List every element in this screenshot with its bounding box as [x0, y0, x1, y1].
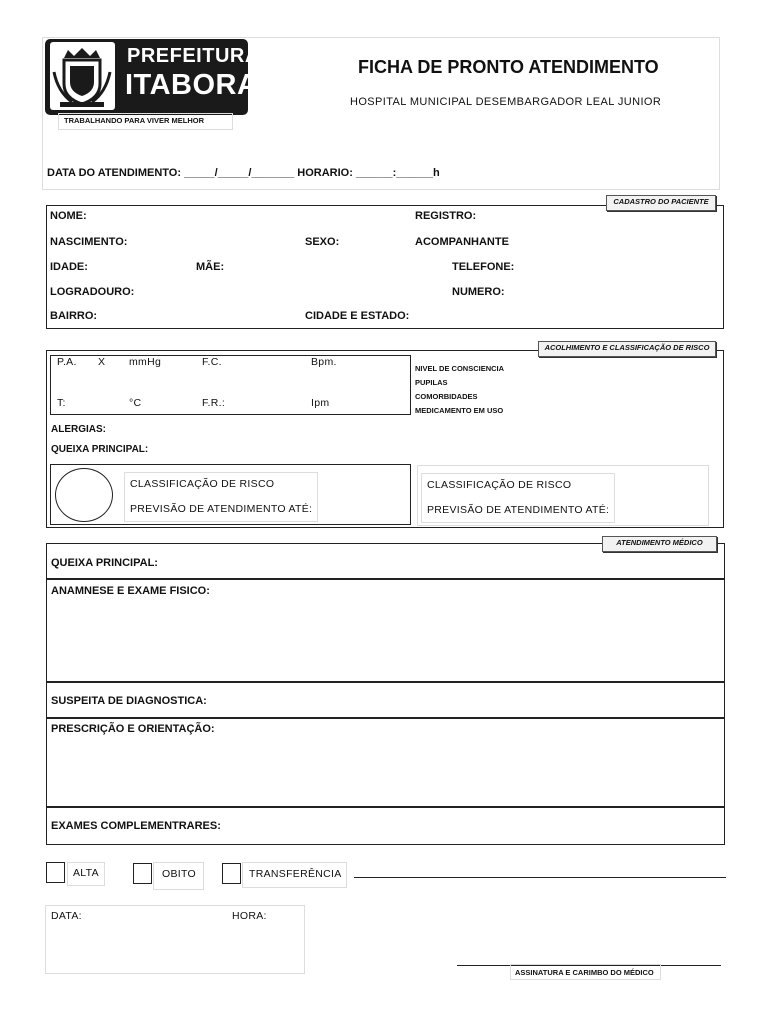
discharge-label: ALTA	[73, 867, 99, 879]
birth-field[interactable]: NASCIMENTO:	[50, 236, 128, 248]
medication-field[interactable]: MEDICAMENTO EM USO	[415, 406, 504, 415]
allergies-field[interactable]: ALERGIAS:	[51, 424, 106, 435]
city-state-field[interactable]: CIDADE E ESTADO:	[305, 310, 410, 322]
pupils-field[interactable]: PUPILAS	[415, 378, 448, 387]
triage-tag: ACOLHIMENTO E CLASSIFICAÇÃO DE RISCO	[538, 341, 716, 357]
exams-field[interactable]: EXAMES COMPLEMENTRARES:	[51, 820, 221, 832]
forecast-label-left: PREVISÃO DE ATENDIMENTO ATÉ:	[130, 503, 313, 515]
coat-of-arms-icon	[50, 42, 115, 110]
triage-complaint-field[interactable]: QUEIXA PRINCIPAL:	[51, 444, 149, 455]
divider	[46, 681, 725, 683]
date-field[interactable]: DATA:	[51, 910, 82, 922]
celsius-unit: °C	[129, 397, 142, 409]
transfer-label: TRANSFERÊNCIA	[249, 868, 342, 880]
hospital-name: HOSPITAL MUNICIPAL DESEMBARGADOR LEAL JUNIOR	[350, 96, 662, 108]
anamnesis-field[interactable]: ANAMNESE E EXAME FISICO:	[51, 585, 210, 597]
rr-label: F.R.:	[202, 397, 226, 409]
street-field[interactable]: LOGRADOURO:	[50, 286, 135, 298]
consciousness-field[interactable]: NIVEL DE CONSCIENCIA	[415, 364, 505, 373]
prefeitura-logo	[45, 39, 268, 115]
forecast-label-right: PREVISÃO DE ATENDIMENTO ATÉ:	[427, 504, 610, 516]
transfer-checkbox[interactable]	[222, 863, 241, 884]
age-field[interactable]: IDADE:	[50, 261, 88, 273]
transfer-detail-line[interactable]	[354, 877, 726, 878]
companion-field[interactable]: ACOMPANHANTE	[415, 236, 509, 248]
logo-line1: PREFEITURA	[127, 45, 260, 67]
prescription-field[interactable]: PRESCRIÇÃO E ORIENTAÇÃO:	[51, 723, 215, 735]
logo-line2: ITABORAÍ	[125, 69, 268, 101]
signature-label: ASSINATURA E CARIMBO DO MÉDICO	[515, 968, 654, 977]
temp-label: T:	[57, 397, 66, 409]
registration-field[interactable]: REGISTRO:	[415, 210, 477, 222]
bpm-unit: Bpm.	[311, 356, 337, 368]
hr-label: F.C.	[202, 356, 222, 368]
divider	[46, 717, 725, 719]
chief-complaint-field[interactable]: QUEIXA PRINCIPAL:	[51, 557, 158, 569]
district-field[interactable]: BAIRRO:	[50, 310, 98, 322]
form-title: FICHA DE PRONTO ATENDIMENTO	[358, 57, 659, 77]
attendance-date-line[interactable]: DATA DO ATENDIMENTO: _____/_____/_______ HORARIO: ______:______h	[47, 167, 440, 179]
patient-registration-tag: CADASTRO DO PACIENTE	[606, 195, 716, 211]
bp-x: X	[98, 356, 106, 368]
mmhg-unit: mmHg	[129, 356, 162, 368]
death-label: OBITO	[162, 868, 196, 880]
diagnosis-field[interactable]: SUSPEITA DE DIAGNOSTICA:	[51, 695, 207, 707]
ipm-unit: Ipm	[311, 397, 330, 409]
mother-field[interactable]: MÃE:	[196, 261, 225, 273]
risk-class-label-left: CLASSIFICAÇÃO DE RISCO	[130, 478, 275, 490]
death-checkbox[interactable]	[133, 863, 152, 884]
sex-field[interactable]: SEXO:	[305, 236, 340, 248]
number-field[interactable]: NUMERO:	[452, 286, 505, 298]
time-field[interactable]: HORA:	[232, 910, 267, 922]
discharge-checkbox[interactable]	[46, 862, 65, 883]
risk-class-label-right: CLASSIFICAÇÃO DE RISCO	[427, 479, 572, 491]
divider	[46, 806, 725, 808]
bp-label: P.A.	[57, 356, 77, 368]
comorbidities-field[interactable]: COMORBIDADES	[415, 392, 478, 401]
name-field[interactable]: NOME:	[50, 210, 87, 222]
phone-field[interactable]: TELEFONE:	[452, 261, 515, 273]
divider	[46, 578, 725, 580]
risk-color-circle[interactable]	[55, 468, 113, 522]
medical-care-tag: ATENDIMENTO MÉDICO	[602, 536, 717, 552]
slogan: TRABALHANDO PARA VIVER MELHOR	[64, 116, 204, 125]
